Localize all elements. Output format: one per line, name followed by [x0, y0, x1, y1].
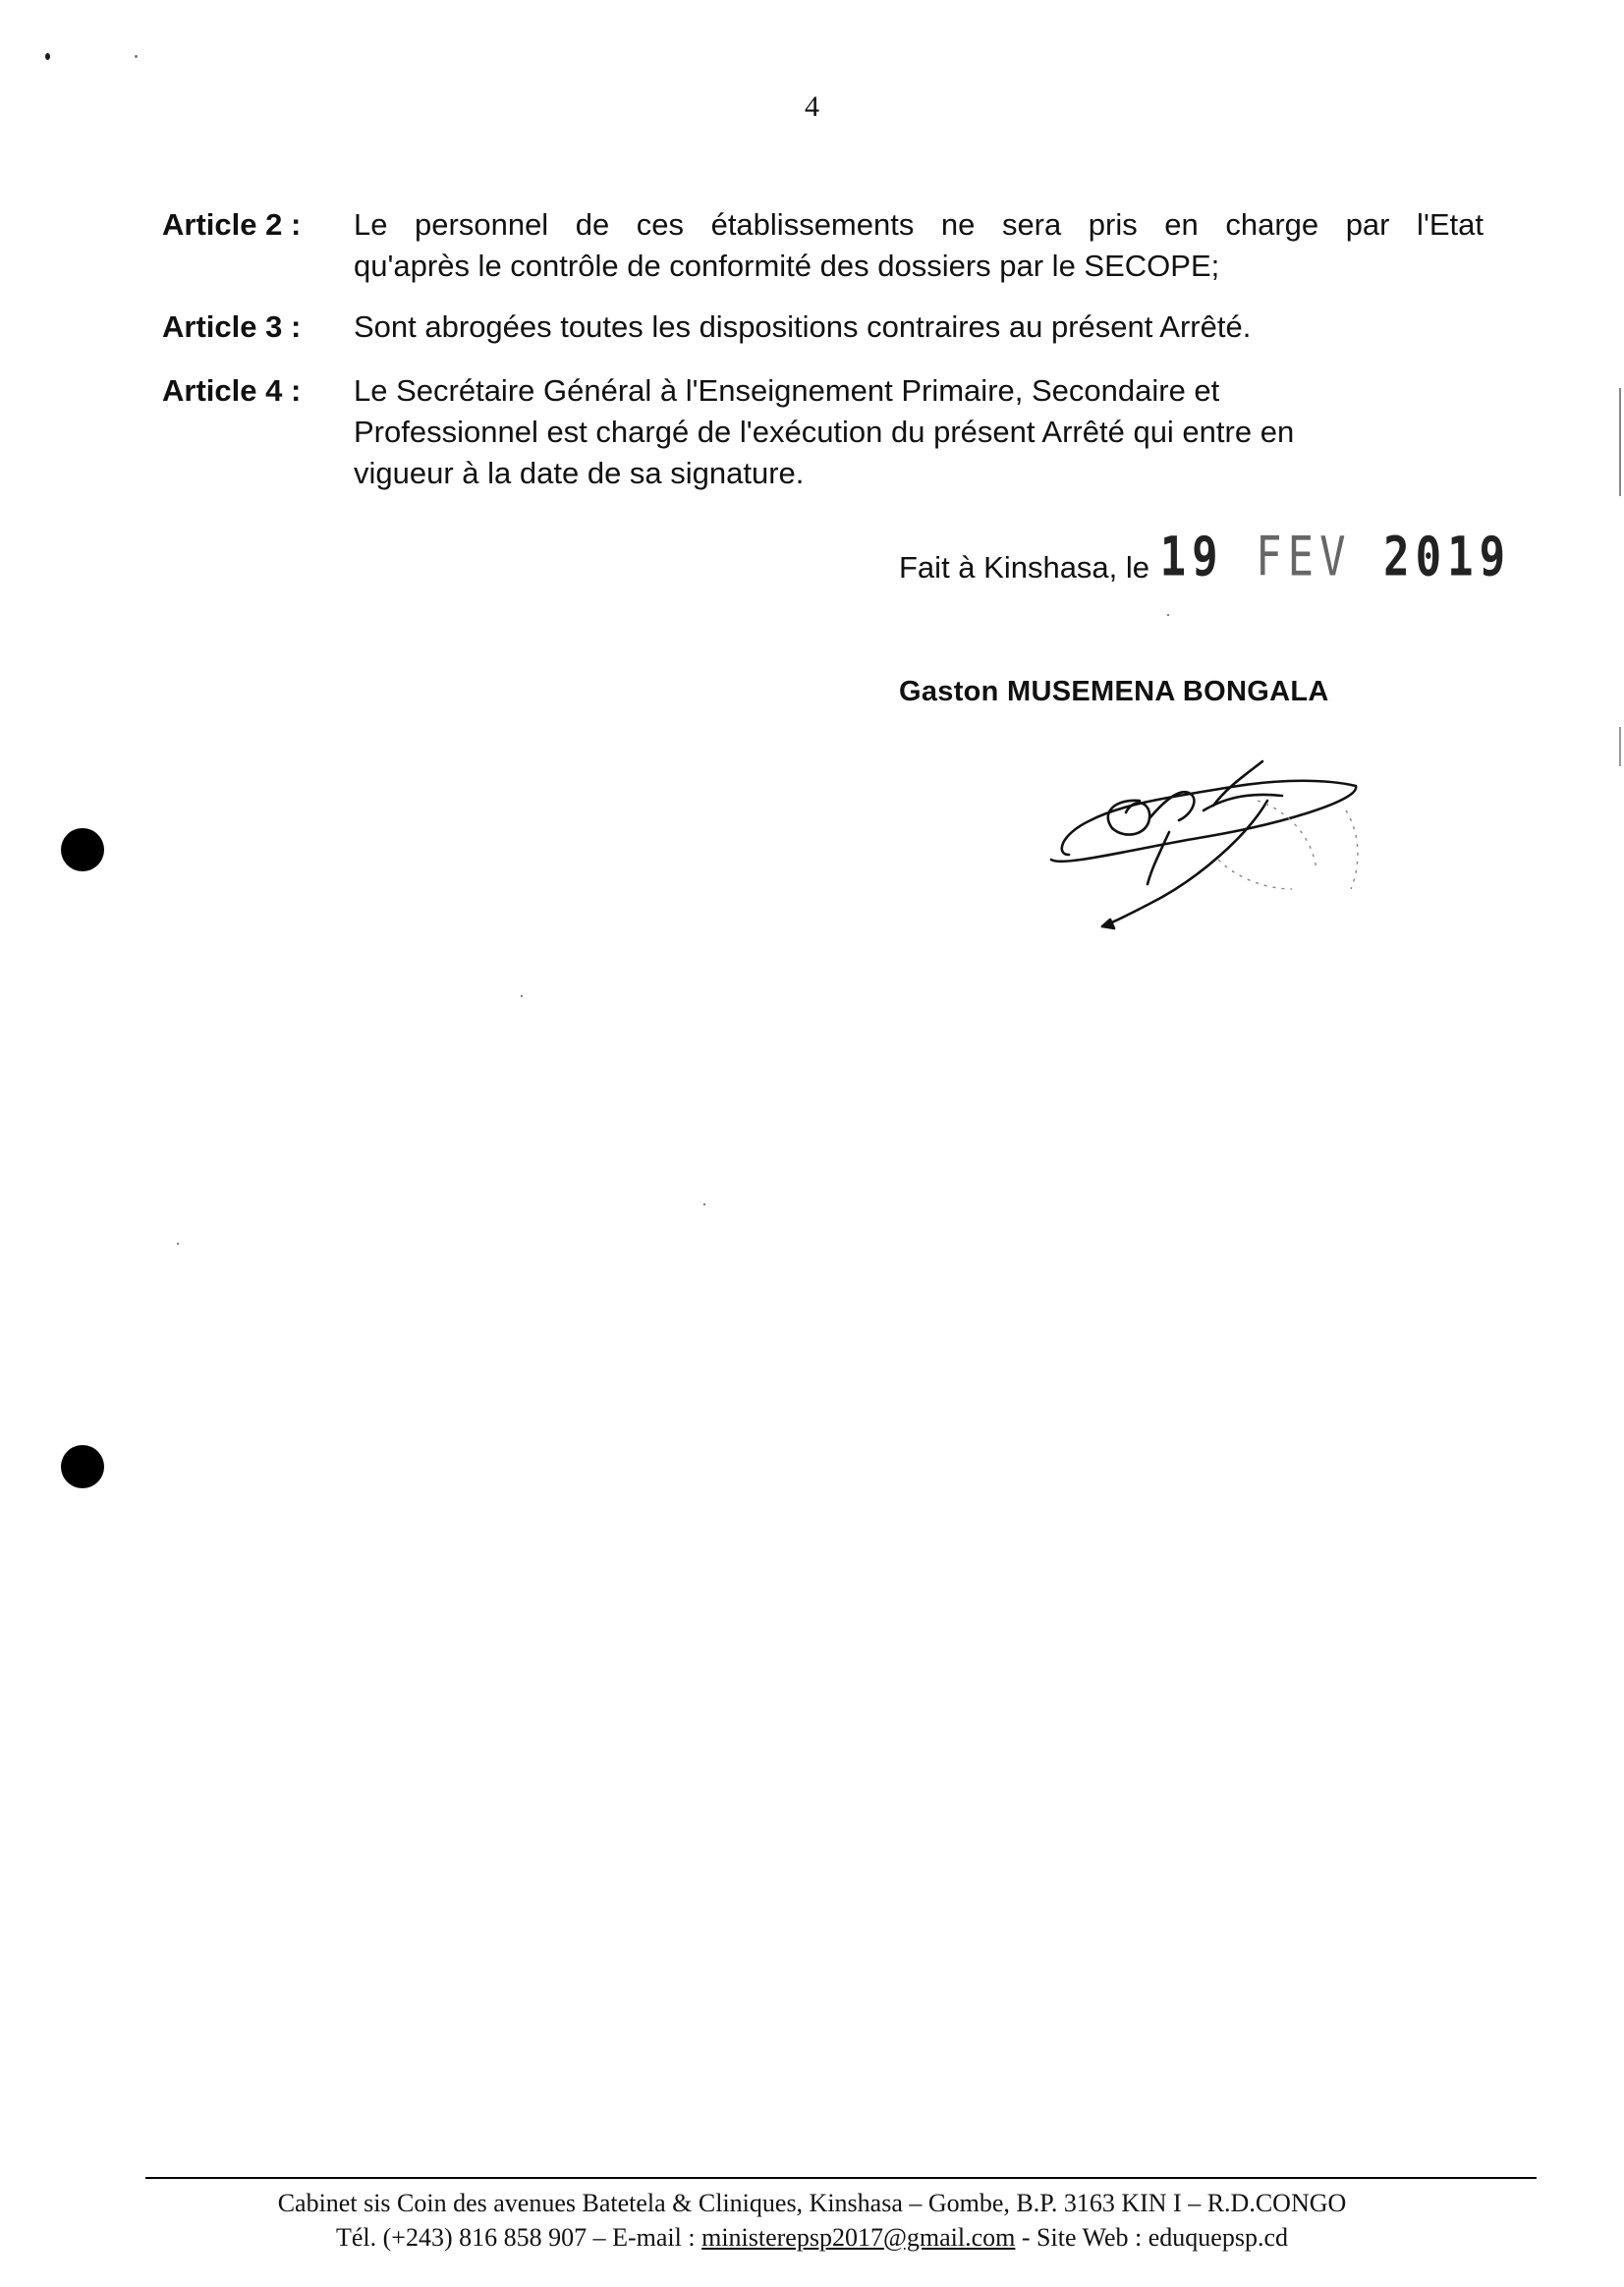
article-body	[354, 307, 1484, 348]
article-text-line: Professionnel est chargé de l'exécution du présent Arrêté qui entre en	[354, 415, 1295, 449]
date-prefix: Fait à Kinshasa, le	[899, 550, 1150, 585]
footer-contact	[0, 2223, 1624, 2253]
article-label: Article 4 :	[162, 373, 302, 408]
scan-speck	[703, 1203, 705, 1205]
article-2	[162, 204, 1484, 287]
article-4	[162, 370, 1484, 494]
article-label: Article 3 :	[162, 309, 302, 344]
handwritten-signature	[1032, 742, 1395, 938]
article-text-line: Le personnel de ces établissements ne sera pris en charge par l'Etat	[354, 207, 1484, 242]
scan-speck	[1167, 614, 1169, 616]
article-text-line: Le Secrétaire Général à l'Enseignement Primaire, Secondaire et	[354, 373, 1220, 408]
footer-address: Cabinet sis Coin des avenues Batetela & Cliniques, Kinshasa – Gombe, B.P. 3163 KIN I – R.D.CONGO	[277, 2189, 1347, 2217]
article-text-line: Sont abrogées toutes les dispositions contraires au présent Arrêté.	[354, 309, 1252, 344]
footer-rule	[145, 2177, 1537, 2179]
scan-speck	[135, 55, 138, 58]
article-label: Article 2 :	[162, 207, 302, 242]
place-and-date	[899, 526, 1512, 588]
date-stamp-month: FEV	[1256, 526, 1352, 588]
scan-speck	[45, 53, 50, 60]
scan-speck	[521, 995, 523, 997]
scan-edge-line	[1619, 388, 1621, 496]
punch-hole	[61, 1445, 104, 1488]
date-stamp-day: 19	[1159, 526, 1224, 588]
article-body	[354, 204, 1484, 287]
scan-speck	[177, 1243, 179, 1245]
date-stamp	[1160, 526, 1511, 588]
date-stamp-year: 2019	[1383, 526, 1512, 588]
article-text-line: vigueur à la date de sa signature.	[354, 456, 805, 490]
article-3	[162, 307, 1484, 348]
footer-phone: Tél. (+243) 816 858 907 – E-mail :	[335, 2223, 702, 2252]
article-text-line: qu'après le contrôle de conformité des dossiers par le SECOPE;	[354, 249, 1220, 283]
footer-email-link[interactable]: ministerepsp2017@gmail.com	[701, 2223, 1016, 2252]
scan-edge-line	[1619, 727, 1621, 766]
signer-name: Gaston MUSEMENA BONGALA	[899, 676, 1329, 707]
article-body	[354, 370, 1484, 494]
footer-website: - Site Web : eduquepsp.cd	[1015, 2223, 1288, 2252]
page-number: 4	[805, 90, 819, 123]
punch-hole	[61, 828, 104, 871]
